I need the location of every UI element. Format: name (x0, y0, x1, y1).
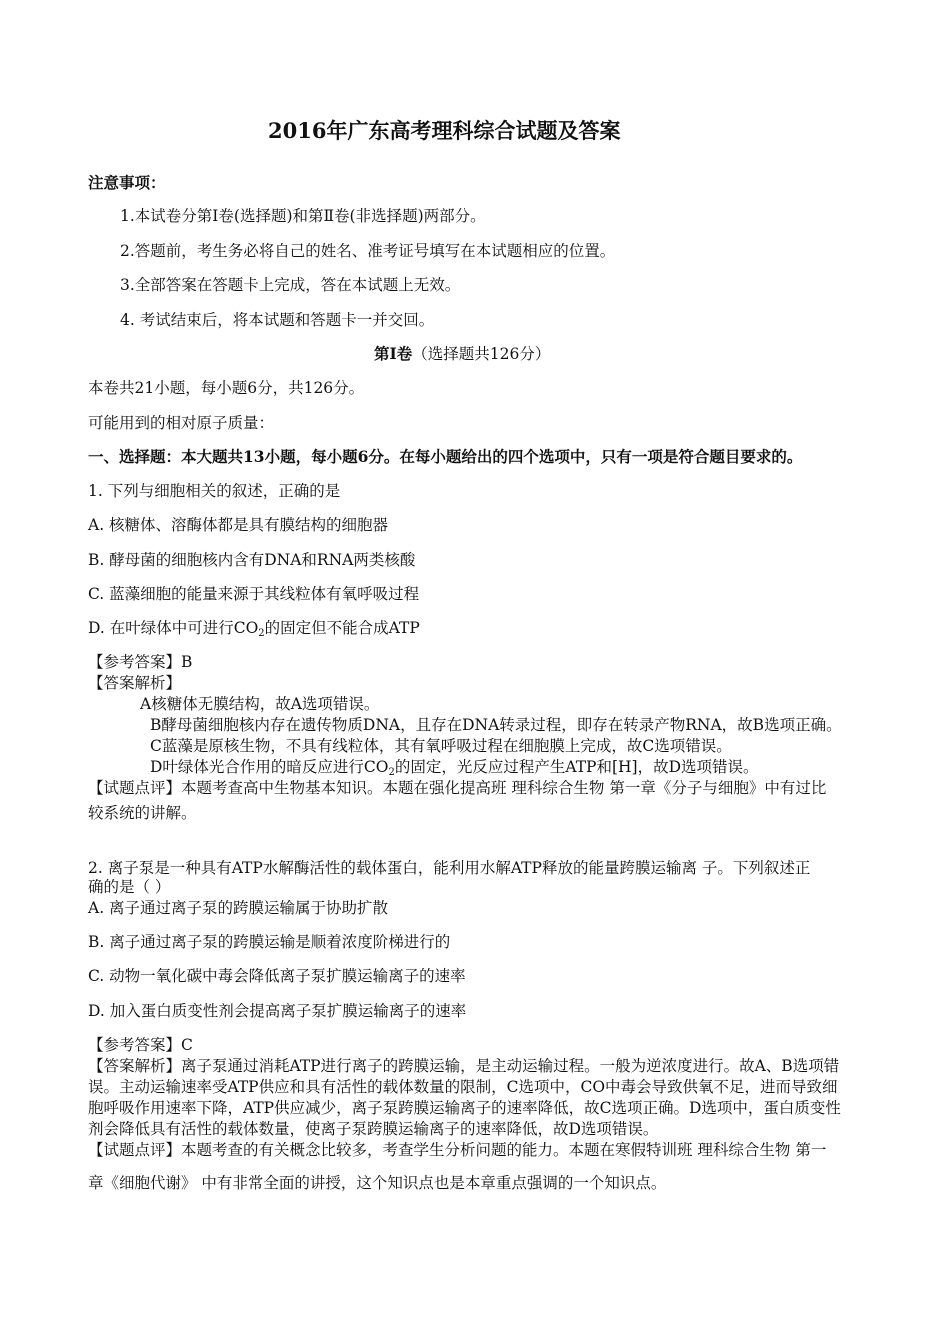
q1-analysis-label: 【答案解析】 (88, 674, 182, 692)
q1-option-a: A. 核糖体、溶酶体都是具有膜结构的细胞器 (88, 516, 389, 534)
part1-intro: 本卷共21小题，每小题6分，共126分。 (88, 379, 365, 397)
q1-comment: 较系统的讲解。 (88, 804, 197, 822)
notice-item: 2.答题前，考生务必将自己的姓名、准考证号填写在本试题相应的位置。 (120, 242, 616, 260)
part1-heading-rest: （选择题共126分） (412, 345, 551, 363)
notice-item: 3.全部答案在答题卡上完成，答在本试题上无效。 (120, 276, 461, 294)
q1-answer: 【参考答案】B (88, 653, 193, 671)
q2-answer: 【参考答案】C (88, 1036, 193, 1054)
page-title: 2016年广东高考理科综合试题及答案 (268, 118, 621, 143)
q2-comment: 【试题点评】本题考查的有关概念比较多，考查学生分析问题的能力。本题在寒假特训班 理科综合生物 第一 (88, 1141, 827, 1159)
q2-option-b: B. 离子通过离子泵的跨膜运输是顺着浓度阶梯进行的 (88, 933, 451, 951)
notice-heading: 注意事项： (88, 173, 166, 192)
q1-option-b: B. 酵母菌的细胞核内含有DNA和RNA两类核酸 (88, 551, 416, 569)
notice-item: 4. 考试结束后，将本试题和答题卡一并交回。 (120, 311, 435, 329)
q1-analysis-d-sub: 2 (388, 767, 395, 778)
q1-option-d-sub: 2 (258, 628, 265, 639)
q1-analysis-d-pre: D叶绿体光合作用的暗反应进行CO (150, 758, 389, 776)
q1-analysis-line: B酵母菌细胞核内存在遗传物质DNA，且存在DNA转录过程，即存在转录产物RNA，故B选项正确。 (150, 716, 842, 734)
q2-comment: 章《细胞代谢》 中有非常全面的讲授，这个知识点也是本章重点强调的一个知识点。 (88, 1174, 667, 1192)
q1-option-d-post: 的固定但不能合成ATP (264, 619, 420, 637)
q1-option-c: C. 蓝藻细胞的能量来源于其线粒体有氧呼吸过程 (88, 585, 420, 603)
q2-option-d: D. 加入蛋白质变性剂会提高离子泵扩膜运输离子的速率 (88, 1002, 467, 1020)
part1-heading (374, 344, 550, 364)
section-heading: 一、选择题：本大题共13小题，每小题6分。在每小题给出的四个选项中，只有一项是符合题目要求的。 (88, 447, 803, 466)
q2-analysis-line: 胞呼吸作用速率下降，ATP供应减少，离子泵跨膜运输离子的速率降低，故C选项正确。D选项中，蛋白质变性 (88, 1099, 841, 1117)
q2-analysis-line: 【答案解析】离子泵通过消耗ATP进行离子的跨膜运输，是主动运输过程。一般为逆浓度进行。故A、B选项错 (88, 1057, 840, 1075)
q2-analysis-line: 剂会降低具有活性的载体数量，使离子泵跨膜运输离子的速率降低，故D选项错误。 (88, 1120, 659, 1138)
part1-heading-bold: 第Ⅰ卷 (374, 344, 413, 363)
q1-option-d (88, 618, 420, 644)
q1-analysis-d-post: 的固定，光反应过程产生ATP和[H]，故D选项错误。 (394, 758, 759, 776)
q2-option-a: A. 离子通过离子泵的跨膜运输属于协助扩散 (88, 899, 389, 917)
q1-comment: 【试题点评】本题考查高中生物基本知识。本题在强化提高班 理科综合生物 第一章《分子与细胞》中有过比 (88, 779, 827, 797)
q1-stem: 1. 下列与细胞相关的叙述，正确的是 (88, 482, 341, 500)
q1-analysis-line: C蓝藻是原核生物，不具有线粒体，其有氧呼吸过程在细胞膜上完成，故C选项错误。 (150, 737, 732, 755)
q2-stem: 确的是（ ） (88, 878, 171, 896)
q1-analysis-line: A核糖体无膜结构，故A选项错误。 (140, 695, 380, 713)
q2-stem: 2. 离子泵是一种具有ATP水解酶活性的载体蛋白，能利用水解ATP释放的能量跨膜运输离 子。下列叙述正 (88, 859, 811, 877)
atomic-mass-line: 可能用到的相对原子质量： (88, 414, 275, 432)
q1-option-d-pre: D. 在叶绿体中可进行CO (88, 619, 259, 637)
q2-analysis-line: 误。主动运输速率受ATP供应和具有活性的载体数量的限制，C选项中，CO中毒会导致供氧不足，进而导致细 (88, 1078, 838, 1096)
notice-item: 1.本试卷分第Ⅰ卷(选择题)和第Ⅱ卷(非选择题)两部分。 (120, 207, 486, 225)
q2-option-c: C. 动物一氧化碳中毒会降低离子泵扩膜运输离子的速率 (88, 967, 466, 985)
